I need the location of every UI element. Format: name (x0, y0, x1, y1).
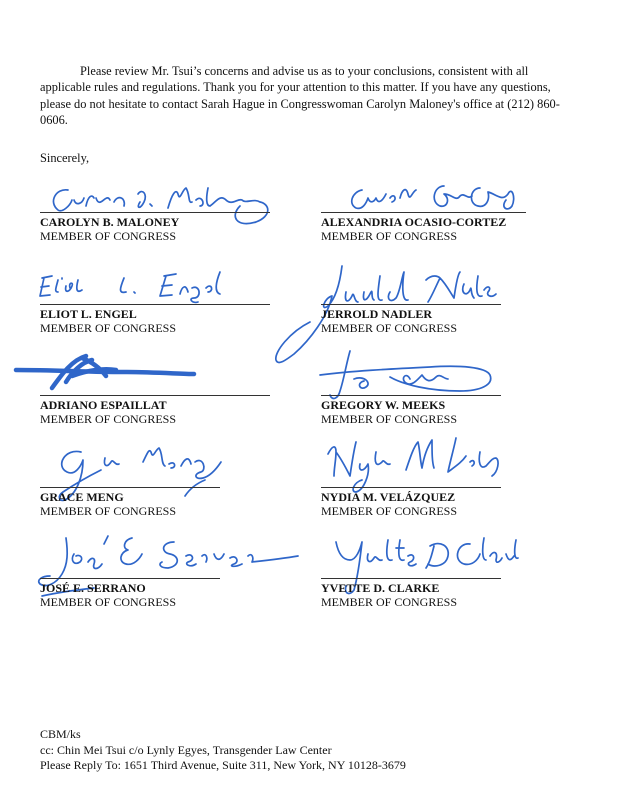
letter-footer (40, 727, 406, 774)
paragraph-text: Please review Mr. Tsui’s concerns and advise us as to your conclusions, consistent with all applicable rules and regulations. Thank you for your attention to this matter. If you have any questions, please do not hesitate to contact Sarah Hague in Congresswoman Carolyn Maloney's office at (212) 860-0606. (40, 64, 560, 128)
signature-block-meng (40, 487, 220, 518)
reply-address: Please Reply To: 1651 Third Avenue, Suite 311, New York, NY 10128-3679 (40, 758, 406, 772)
signatory-name: GRACE MENG (40, 490, 124, 504)
signature-line (40, 304, 270, 305)
signatory-title: MEMBER OF CONGRESS (321, 229, 458, 243)
typist-initials: CBM/ks (40, 727, 81, 741)
signature-espaillat (12, 348, 212, 398)
signature-line (321, 212, 526, 213)
signature-block-velazquez (321, 487, 501, 518)
signatory-name: YVETTE D. CLARKE (321, 581, 440, 595)
signature-block-espaillat (40, 395, 270, 426)
signatory-name: GREGORY W. MEEKS (321, 398, 446, 412)
signature-block-serrano (40, 578, 220, 609)
signature-line (40, 212, 270, 213)
signature-line (40, 578, 220, 579)
closing: Sincerely, (40, 151, 90, 165)
signatory-title: MEMBER OF CONGRESS (40, 504, 177, 518)
signatory-name: JERROLD NADLER (321, 307, 433, 321)
signature-block-engel (40, 304, 270, 335)
signature-engel (30, 268, 230, 308)
signature-block-nadler (321, 304, 501, 335)
signatory-name: ELIOT L. ENGEL (40, 307, 137, 321)
signatory-name: ALEXANDRIA OCASIO-CORTEZ (321, 215, 507, 229)
signatory-title: MEMBER OF CONGRESS (321, 504, 458, 518)
body-paragraph (40, 63, 560, 129)
signature-line (321, 578, 501, 579)
signatory-title: MEMBER OF CONGRESS (321, 321, 458, 335)
signature-line (40, 395, 270, 396)
signatory-name: CAROLYN B. MALONEY (40, 215, 180, 229)
signatory-name: JOSÉ E. SERRANO (40, 581, 146, 595)
signatory-title: MEMBER OF CONGRESS (40, 321, 177, 335)
signatory-name: ADRIANO ESPAILLAT (40, 398, 167, 412)
signatory-title: MEMBER OF CONGRESS (321, 595, 458, 609)
signatory-title: MEMBER OF CONGRESS (321, 412, 458, 426)
signature-line (321, 395, 501, 396)
signatory-title: MEMBER OF CONGRESS (40, 412, 177, 426)
signatory-name: NYDIA M. VELÁZQUEZ (321, 490, 456, 504)
signature-block-meeks (321, 395, 501, 426)
signature-line (321, 487, 501, 488)
cc-line: cc: Chin Mei Tsui c/o Lynly Egyes, Transgender Law Center (40, 742, 332, 757)
signature-block-maloney (40, 212, 270, 243)
signature-block-clarke (321, 578, 501, 609)
signature-line (321, 304, 501, 305)
signatory-title: MEMBER OF CONGRESS (40, 595, 177, 609)
signature-block-ocasio-cortez (321, 212, 526, 243)
signature-line (40, 487, 220, 488)
signatory-title: MEMBER OF CONGRESS (40, 229, 177, 243)
